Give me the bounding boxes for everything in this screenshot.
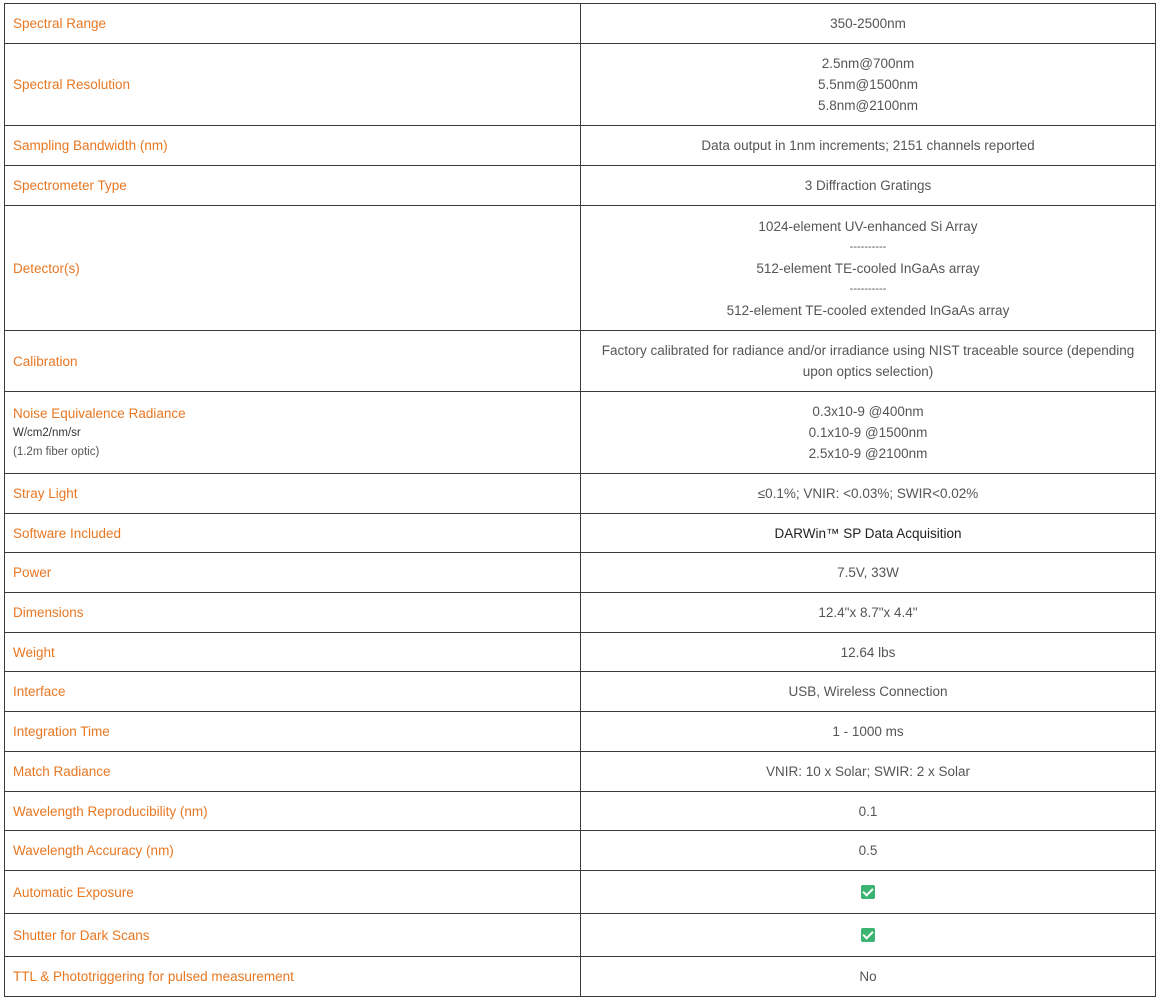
table-row	[5, 474, 1156, 514]
value-line: 2.5x10-9 @2100nm	[808, 446, 928, 461]
label-title: Noise Equivalence Radiance	[13, 406, 186, 421]
label-unit: W/cm2/nm/sr	[13, 427, 81, 439]
row-value: 3 Diffraction Gratings	[581, 166, 1156, 206]
row-label: Weight	[5, 633, 581, 672]
row-label: Automatic Exposure	[5, 871, 581, 914]
table-row	[5, 392, 1156, 474]
table-row	[5, 672, 1156, 712]
table-row	[5, 957, 1156, 997]
table-row	[5, 553, 1156, 593]
table-row	[5, 871, 1156, 914]
row-value	[581, 392, 1156, 474]
row-value	[581, 871, 1156, 914]
row-label: Spectral Resolution	[5, 44, 581, 126]
check-icon	[861, 928, 875, 942]
row-label: Sampling Bandwidth (nm)	[5, 126, 581, 166]
table-row	[5, 166, 1156, 206]
table-row	[5, 126, 1156, 166]
table-row	[5, 633, 1156, 672]
row-value	[581, 914, 1156, 957]
row-label: Wavelength Reproducibility (nm)	[5, 792, 581, 831]
row-label: Match Radiance	[5, 752, 581, 792]
spec-table	[4, 3, 1156, 997]
table-row	[5, 831, 1156, 871]
value-line: 512-element TE-cooled InGaAs array	[756, 260, 980, 276]
table-row	[5, 712, 1156, 752]
row-value: Data output in 1nm increments; 2151 channels reported	[581, 126, 1156, 166]
row-label: Spectral Range	[5, 4, 581, 44]
value-line: 1024-element UV-enhanced Si Array	[758, 218, 978, 234]
table-row	[5, 914, 1156, 957]
label-note: (1.2m fiber optic)	[13, 446, 100, 458]
row-value: VNIR: 10 x Solar; SWIR: 2 x Solar	[581, 752, 1156, 792]
row-label: Detector(s)	[5, 206, 581, 331]
table-row	[5, 4, 1156, 44]
table-row	[5, 331, 1156, 392]
row-value	[581, 44, 1156, 126]
row-value: 350-2500nm	[581, 4, 1156, 44]
row-value	[581, 206, 1156, 331]
check-icon	[861, 885, 875, 899]
table-row	[5, 514, 1156, 553]
separator-line: ----------	[849, 240, 887, 253]
value-line: 5.8nm@2100nm	[817, 98, 918, 113]
row-value: 1 - 1000 ms	[581, 712, 1156, 752]
row-value: 0.5	[581, 831, 1156, 871]
row-value: DARWin™ SP Data Acquisition	[581, 514, 1156, 553]
value-line: 0.1x10-9 @1500nm	[808, 425, 928, 440]
value-line: 512-element TE-cooled extended InGaAs array	[726, 302, 1010, 318]
row-value: ≤0.1%; VNIR: <0.03%; SWIR<0.02%	[581, 474, 1156, 514]
row-value: 0.1	[581, 792, 1156, 831]
row-value: Factory calibrated for radiance and/or irradiance using NIST traceable source (depending upon optics selection)	[581, 331, 1156, 392]
separator-line: ----------	[849, 282, 887, 295]
table-row	[5, 752, 1156, 792]
table-row	[5, 792, 1156, 831]
row-label: Dimensions	[5, 593, 581, 633]
row-label: Power	[5, 553, 581, 593]
row-label: Shutter for Dark Scans	[5, 914, 581, 957]
row-label: Interface	[5, 672, 581, 712]
row-label: Spectrometer Type	[5, 166, 581, 206]
table-row	[5, 593, 1156, 633]
row-value: USB, Wireless Connection	[581, 672, 1156, 712]
row-value: 7.5V, 33W	[581, 553, 1156, 593]
table-row	[5, 206, 1156, 331]
row-label: Calibration	[5, 331, 581, 392]
row-label: Integration Time	[5, 712, 581, 752]
value-line: 5.5nm@1500nm	[817, 77, 918, 92]
row-label: Software Included	[5, 514, 581, 553]
row-value: 12.64 lbs	[581, 633, 1156, 672]
table-row	[5, 44, 1156, 126]
row-label: Stray Light	[5, 474, 581, 514]
row-label: TTL & Phototriggering for pulsed measurement	[5, 957, 581, 997]
value-line: 2.5nm@700nm	[821, 56, 915, 71]
row-label: Wavelength Accuracy (nm)	[5, 831, 581, 871]
row-value: No	[581, 957, 1156, 997]
row-value: 12.4"x 8.7"x 4.4"	[581, 593, 1156, 633]
row-label	[5, 392, 581, 474]
value-line: 0.3x10-9 @400nm	[812, 404, 924, 419]
